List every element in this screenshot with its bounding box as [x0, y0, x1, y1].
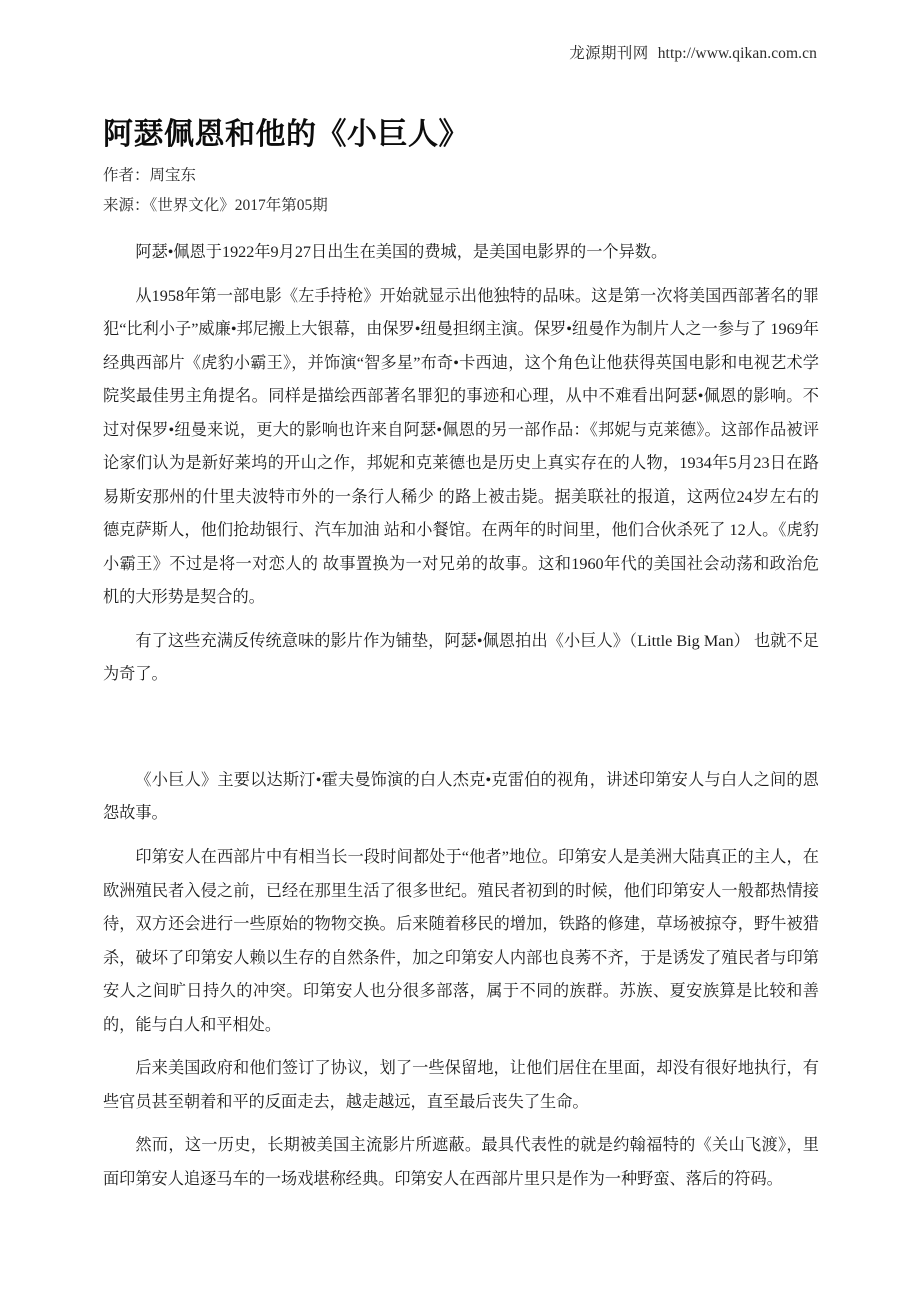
body-paragraph: 阿瑟•佩恩于1922年9月27日出生在美国的费城，是美国电影界的一个异数。 — [135, 243, 668, 261]
page-title: 阿瑟佩恩和他的《小巨人》 — [103, 117, 469, 153]
article-body — [103, 236, 819, 1206]
body-paragraph: 印第安人在西部片中有相当长一段时间都处于“他者”地位。印第安人是美洲大陆真正的主人，在欧洲殖民者入侵之前，已经在那里生活了很多世纪。殖民者初到的时候，他们印第安人一般都热情接待，双方还会进行一些原始的物物交换。后来随着移民的增加，铁路的修建，草场被掠夺，野牛被猎杀，破坏了印第安人赖以生存的自然条件，加之印第安人内部也良莠不齐，于是诱发了殖民者与印第安人之间旷日持久的冲突。印第安人也分很多部落，属于不同的族群。苏族、夏安族算是比较和善的，能与白人和平相处。 — [103, 847, 819, 1034]
site-url: http://www.qikan.com.cn — [657, 45, 817, 62]
body-paragraph: 从1958年第一部电影《左手持枪》开始就显示出他独特的品味。这是第一次将美国西部著名的罪犯“比利小子”威廉•邦尼搬上大银幕，由保罗•纽曼担纲主演。保罗•纽曼作为制片人之一参与了 1969年经典西部片《虎豹小霸王》，并饰演“智多星”布奇•卡西迪，这个角色让他获得英国电影和电视艺术学院奖最佳男主角提名。同样是描绘西部著名罪犯的事迹和心理，从中不难看出阿瑟•佩恩的影响。不过对保罗•纽曼来说，更大的影响也许来自阿瑟•佩恩的另一部作品：《邦妮与克莱德》。这部作品被评论家们认为是新好莱坞的开山之作，邦妮和克莱德也是历史上真实存在的人物，1934年5月23日在路易斯安那州的什里夫波特市外的一条行人稀少 的路上被击毙。据美联社的报道，这两位24岁左右的德克萨斯人，他们抢劫银行、汽车加油 站和小餐馆。在两年的时间里，他们合伙杀死了 12人。《虎豹小霸王》不过是将一对恋人的 故事置换为一对兄弟的故事。这和1960年代的美国社会动荡和政治危机的大形势是契合的。 — [103, 286, 819, 607]
body-paragraph: 《小巨人》主要以达斯汀•霍夫曼饰演的白人杰克•克雷伯的视角，讲述印第安人与白人之间的恩怨故事。 — [103, 770, 819, 823]
body-paragraph: 然而，这一历史，长期被美国主流影片所遮蔽。最具代表性的就是约翰福特的《关山飞渡》，里面印第安人追逐马车的一场戏堪称经典。印第安人在西部片里只是作为一种野蛮、落后的符码。 — [103, 1136, 819, 1188]
article-meta — [103, 161, 817, 222]
running-header — [0, 45, 817, 64]
site-name: 龙源期刊网 — [569, 45, 649, 62]
body-paragraph: 有了这些充满反传统意味的影片作为铺垫，阿瑟•佩恩拍出《小巨人》（Little Big Man） 也就不足为奇了。 — [103, 631, 819, 684]
source-line: 来源：《世界文化》2017年第05期 — [103, 197, 328, 215]
section-gap — [103, 692, 819, 764]
author-line: 作者：周宝东 — [103, 167, 197, 184]
body-paragraph: 后来美国政府和他们签订了协议，划了一些保留地，让他们居住在里面，却没有很好地执行，有些官员甚至朝着和平的反面走去，越走越远，直至最后丧失了生命。 — [103, 1059, 819, 1111]
